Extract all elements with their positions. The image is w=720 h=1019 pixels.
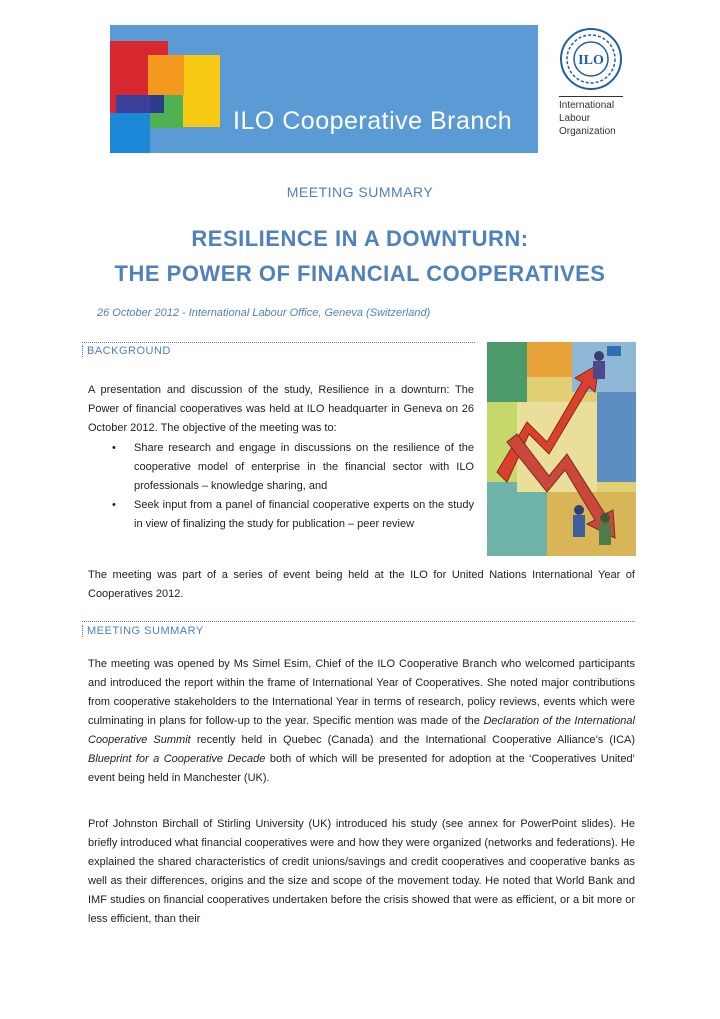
paragraph-text: both of which will be presented for adoption at the ‘Cooperatives United’ event being held in Manchester (UK). [88,753,636,784]
section-heading-summary: MEETING SUMMARY [82,625,204,637]
banner-square-orange [148,55,184,95]
list-item-text: Seek input from a panel of financial cooperative experts on the study in view of finalizing the study for publication – peer review [134,499,474,530]
logo-wordmark [559,99,616,138]
bullet-icon: • [112,499,116,511]
section-heading-background: BACKGROUND [82,345,171,357]
document-dateline: 26 October 2012 - International Labour Office, Geneva (Switzerland) [97,307,431,319]
logo-line: Organization [559,126,616,137]
ilo-logo [556,27,626,142]
list-item [108,439,474,496]
logo-line: International [559,100,615,111]
logo-divider [559,96,623,97]
logo-line: Labour [559,113,591,124]
header-banner [110,25,538,153]
declaration-title: Declaration of the International Cooperative Summit [88,715,635,746]
banner-square-purple [116,95,150,113]
background-closing: The meeting was part of a series of event being held at the ILO for United Nations International Year of Cooperatives 2012. [88,569,635,600]
banner-square-blue [110,113,150,153]
illustration-painting [487,342,636,556]
paragraph-text: recently held in Quebec (Canada) and the International Cooperative Alliance’s (ICA) [190,734,636,746]
section-rule [82,621,635,622]
ilo-emblem-icon [559,27,623,91]
paragraph-text: The meeting was opened by Ms Simel Esim, Chief of the ILO Cooperative Branch who welcomed participants and introduced the report within the frame of International Year of Cooperatives. She noted major contributions from cooperative stakeholders to the International Year in terms of research, policy reviews, events which were culminating in plans for follow-up to the year. Specific mention was made of the [88,658,635,727]
document-title-line2: THE POWER OF FINANCIAL COOPERATIVES [114,261,606,286]
painting-art [487,342,636,556]
objectives-list [108,439,474,534]
banner-title: ILO Cooperative Branch [233,107,513,135]
document-title-line1: RESILIENCE IN A DOWNTURN: [191,226,529,251]
bullet-icon: • [112,442,116,454]
summary-paragraph-1 [88,655,635,788]
list-item-text: Share research and engage in discussions on the resilience of the cooperative model of enterprise in the financial sector with ILO professionals – knowledge sharing, and [134,442,474,492]
blueprint-title: Blueprint for a Cooperative Decade [88,753,266,765]
banner-square-navy [150,95,164,113]
logo-emblem-text: ILO [578,53,604,68]
background-intro: A presentation and discussion of the study, Resilience in a downturn: The Power of financial cooperatives was held at ILO headquarter in Geneva on 26 October 2012. The objective of the meeting was to: [88,384,474,434]
section-rule [82,342,475,343]
summary-paragraph-2: Prof Johnston Birchall of Stirling University (UK) introduced his study (see annex for PowerPoint slides). He briefly introduced what financial cooperatives were and how they were organized (networks and federations). He explained the shared characteristics of credit unions/savings and credit cooperatives and cooperative banks as well as their differences, origins and the size and scope of the movement today. He noted that World Bank and IMF studies on financial cooperatives undertaken before the crisis showed that were as efficient, or a bit more or less efficient, than their [88,818,635,925]
document-kicker: MEETING SUMMARY [286,184,434,200]
list-item [108,496,474,534]
